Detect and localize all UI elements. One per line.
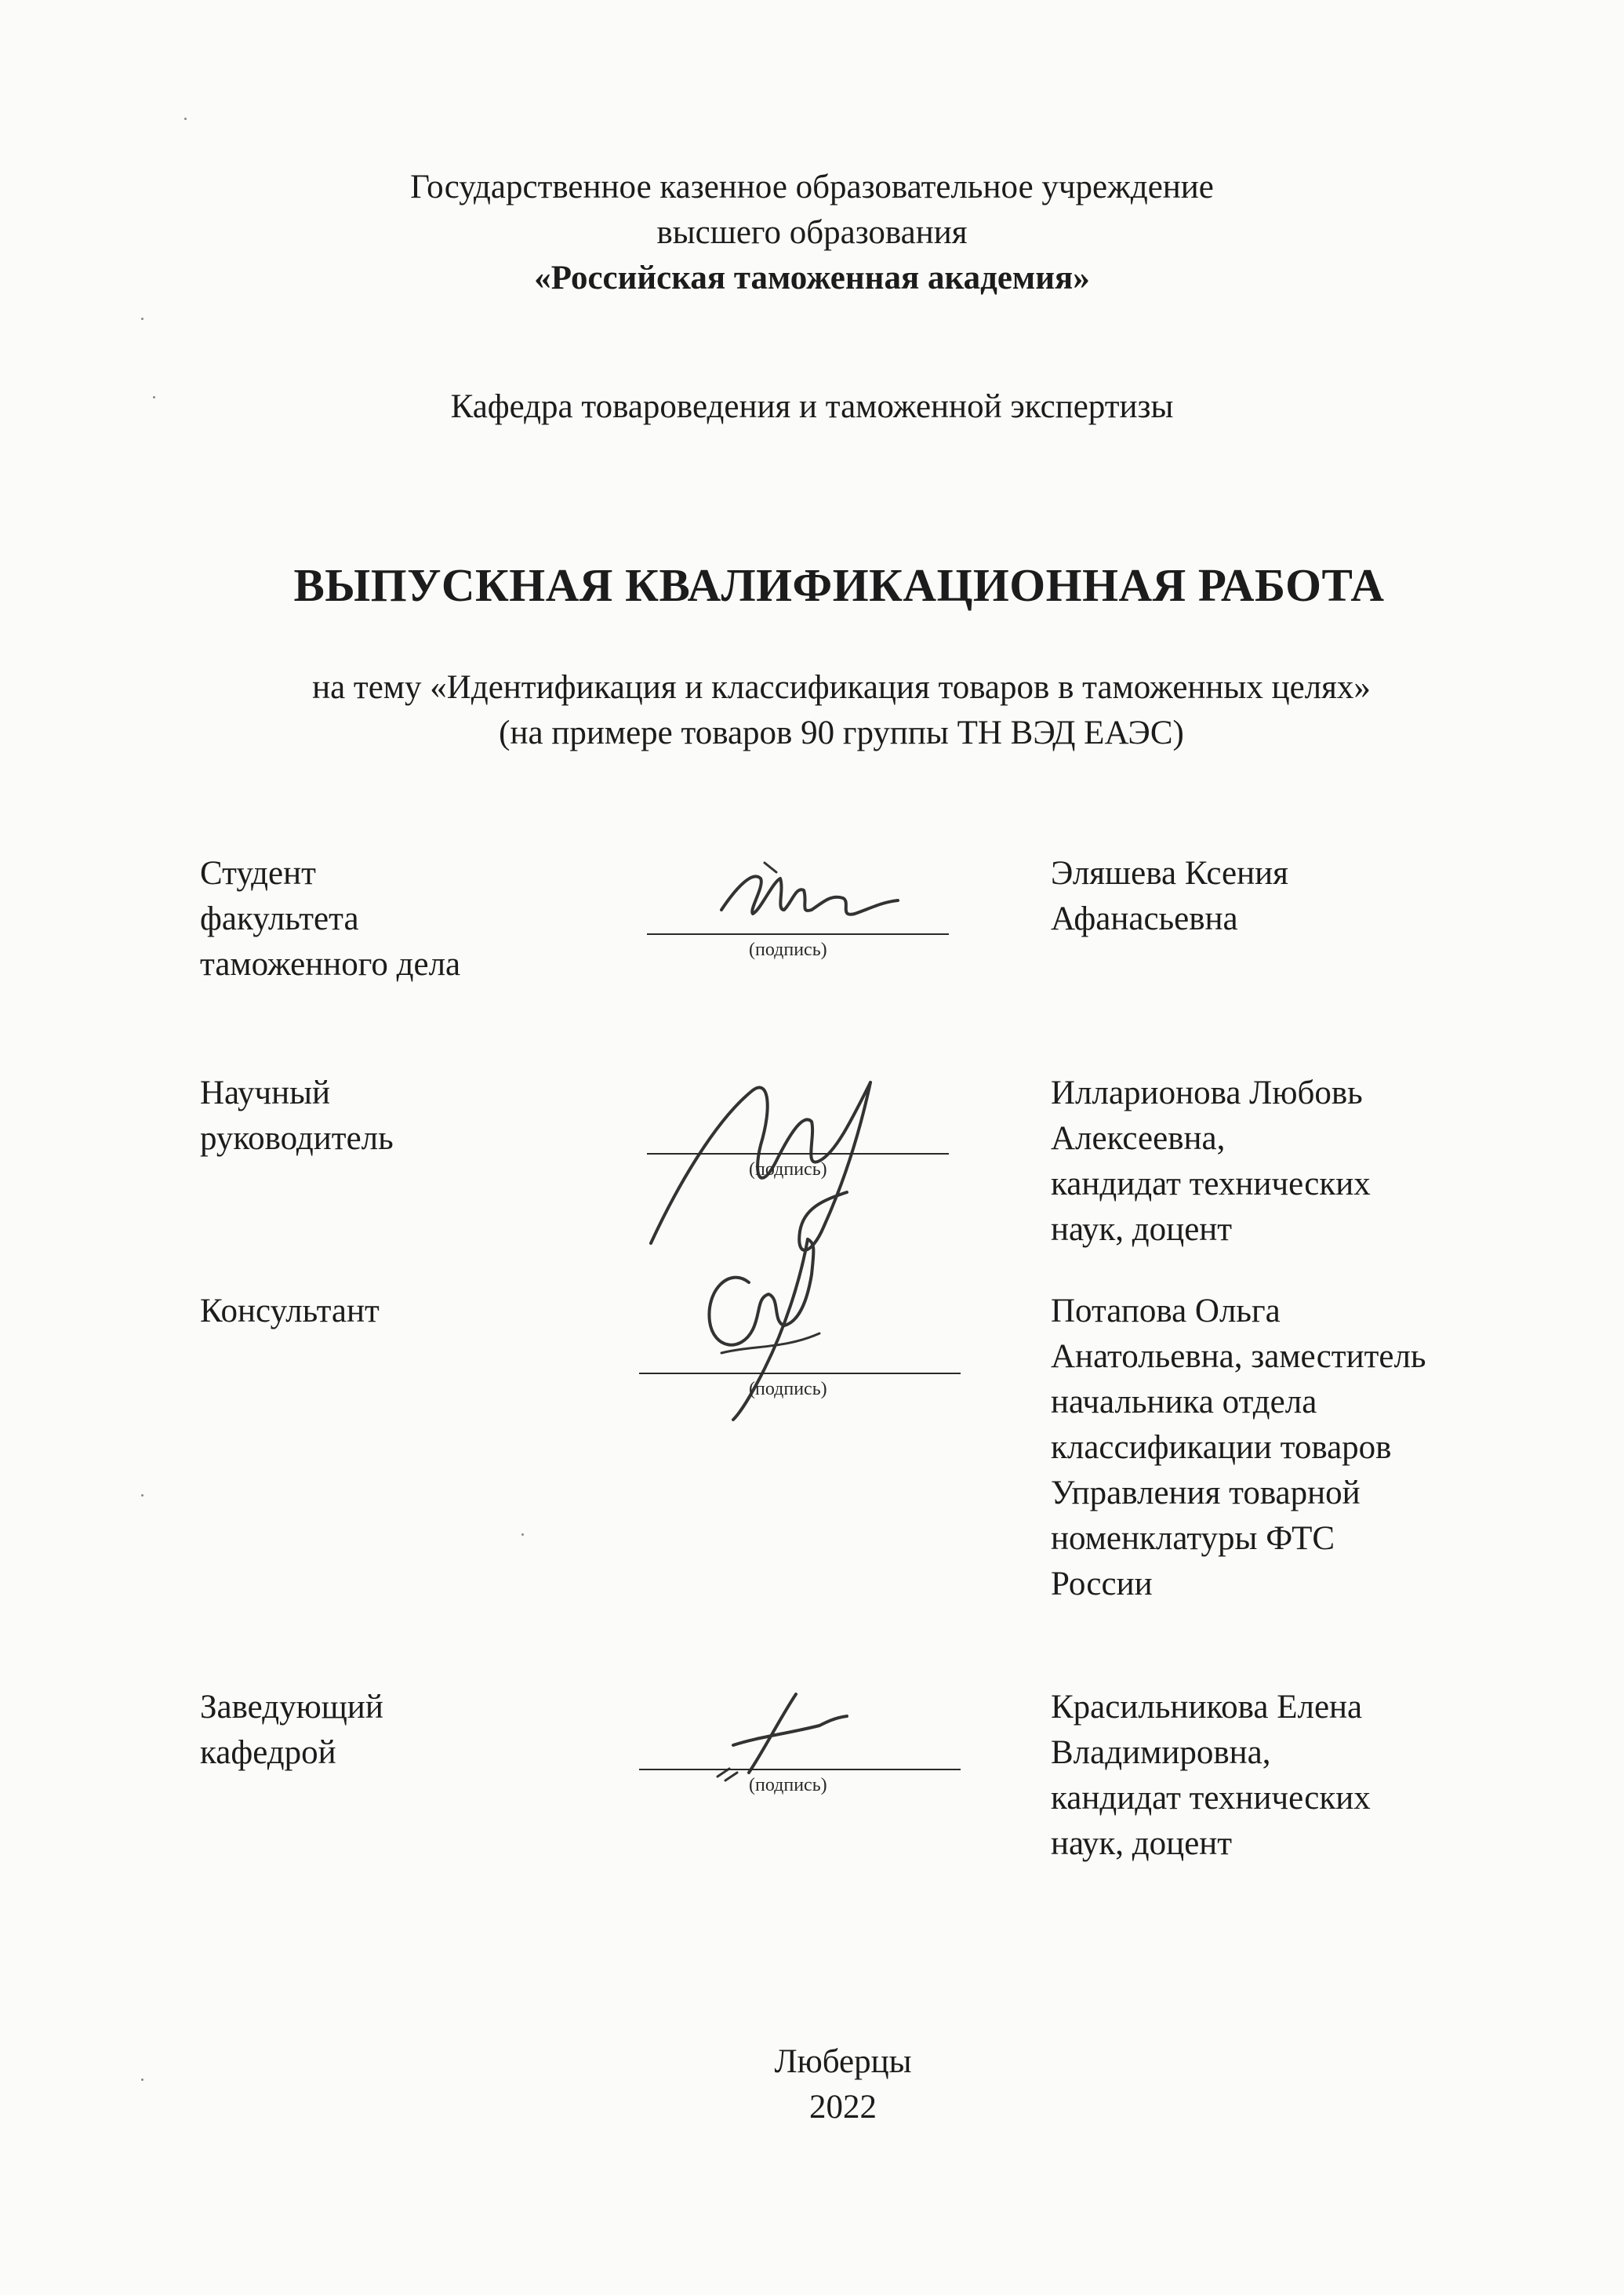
person-line: Владимировна,	[1051, 1734, 1271, 1771]
person-line: классификации товаров	[1051, 1429, 1392, 1466]
head-of-department-role	[200, 1685, 383, 1776]
head-of-department-signature	[702, 1686, 859, 1788]
person-line: начальника отдела	[1051, 1384, 1317, 1420]
supervisor-name	[1051, 1071, 1371, 1253]
institution-line-2: высшего образования	[656, 214, 968, 251]
topic-line-2: (на примере товаров 90 группы ТН ВЭД ЕАЭС)	[499, 715, 1184, 751]
head-of-department-signature-line	[639, 1769, 961, 1770]
role-line: Заведующий	[200, 1689, 383, 1726]
student-signature	[706, 855, 910, 941]
consultant-signature-line	[639, 1373, 961, 1374]
consultant-signature-caption: (подпись)	[749, 1379, 827, 1399]
institution-header	[0, 165, 1624, 301]
person-line: кандидат технических	[1051, 1166, 1371, 1202]
role-line: кафедрой	[200, 1734, 336, 1771]
role-line: руководитель	[200, 1120, 394, 1157]
scan-speck	[521, 1533, 524, 1536]
person-line: Управления товарной	[1051, 1475, 1361, 1511]
supervisor-role	[200, 1071, 394, 1162]
role-line: Консультант	[200, 1293, 380, 1329]
student-name	[1051, 851, 1288, 942]
topic-line-1: на тему «Идентификация и классификация товаров в таможенных целях»	[312, 669, 1371, 706]
role-line: факультета	[200, 900, 359, 937]
person-line: кандидат технических	[1051, 1780, 1371, 1817]
head-of-department-signature-caption: (подпись)	[749, 1775, 827, 1795]
scan-speck	[153, 396, 155, 398]
scan-speck	[141, 318, 144, 320]
scan-speck	[184, 118, 187, 120]
person-line: Потапова Ольга	[1051, 1293, 1281, 1329]
institution-line-1: Государственное казенное образовательное учреждение	[410, 169, 1214, 205]
role-line: Научный	[200, 1075, 330, 1111]
person-line: Анатольевна, заместитель	[1051, 1338, 1426, 1375]
scan-speck	[141, 2079, 144, 2081]
person-line: России	[1051, 1566, 1153, 1602]
person-line: Красильникова Елена	[1051, 1689, 1363, 1726]
person-line: Илларионова Любовь	[1051, 1075, 1363, 1111]
footer	[0, 2039, 1624, 2130]
year: 2022	[809, 2089, 877, 2126]
person-line: наук, доцент	[1051, 1825, 1233, 1862]
student-signature-line	[647, 933, 949, 935]
work-title: ВЫПУСКНАЯ КВАЛИФИКАЦИОННАЯ РАБОТА	[293, 559, 1385, 611]
person-line: наук, доцент	[1051, 1211, 1233, 1248]
scan-speck	[141, 1494, 144, 1497]
consultant-role	[200, 1289, 380, 1334]
department-name: Кафедра товароведения и таможенной экспертизы	[450, 388, 1174, 425]
student-signature-caption: (подпись)	[749, 940, 827, 960]
head-of-department-name	[1051, 1685, 1371, 1867]
role-line: Студент	[200, 855, 316, 892]
student-role	[200, 851, 460, 987]
thesis-topic	[0, 665, 1624, 756]
person-line: номенклатуры ФТС	[1051, 1520, 1335, 1557]
consultant-name	[1051, 1289, 1426, 1607]
person-line: Эляшева Ксения	[1051, 855, 1288, 892]
person-line: Афанасьевна	[1051, 900, 1238, 937]
institution-name: «Российская таможенная академия»	[534, 260, 1090, 296]
city: Люберцы	[774, 2043, 912, 2080]
person-line: Алексеевна,	[1051, 1120, 1226, 1157]
role-line: таможенного дела	[200, 946, 461, 983]
supervisor-signature-line	[647, 1153, 949, 1155]
supervisor-signature-caption: (подпись)	[749, 1159, 827, 1180]
